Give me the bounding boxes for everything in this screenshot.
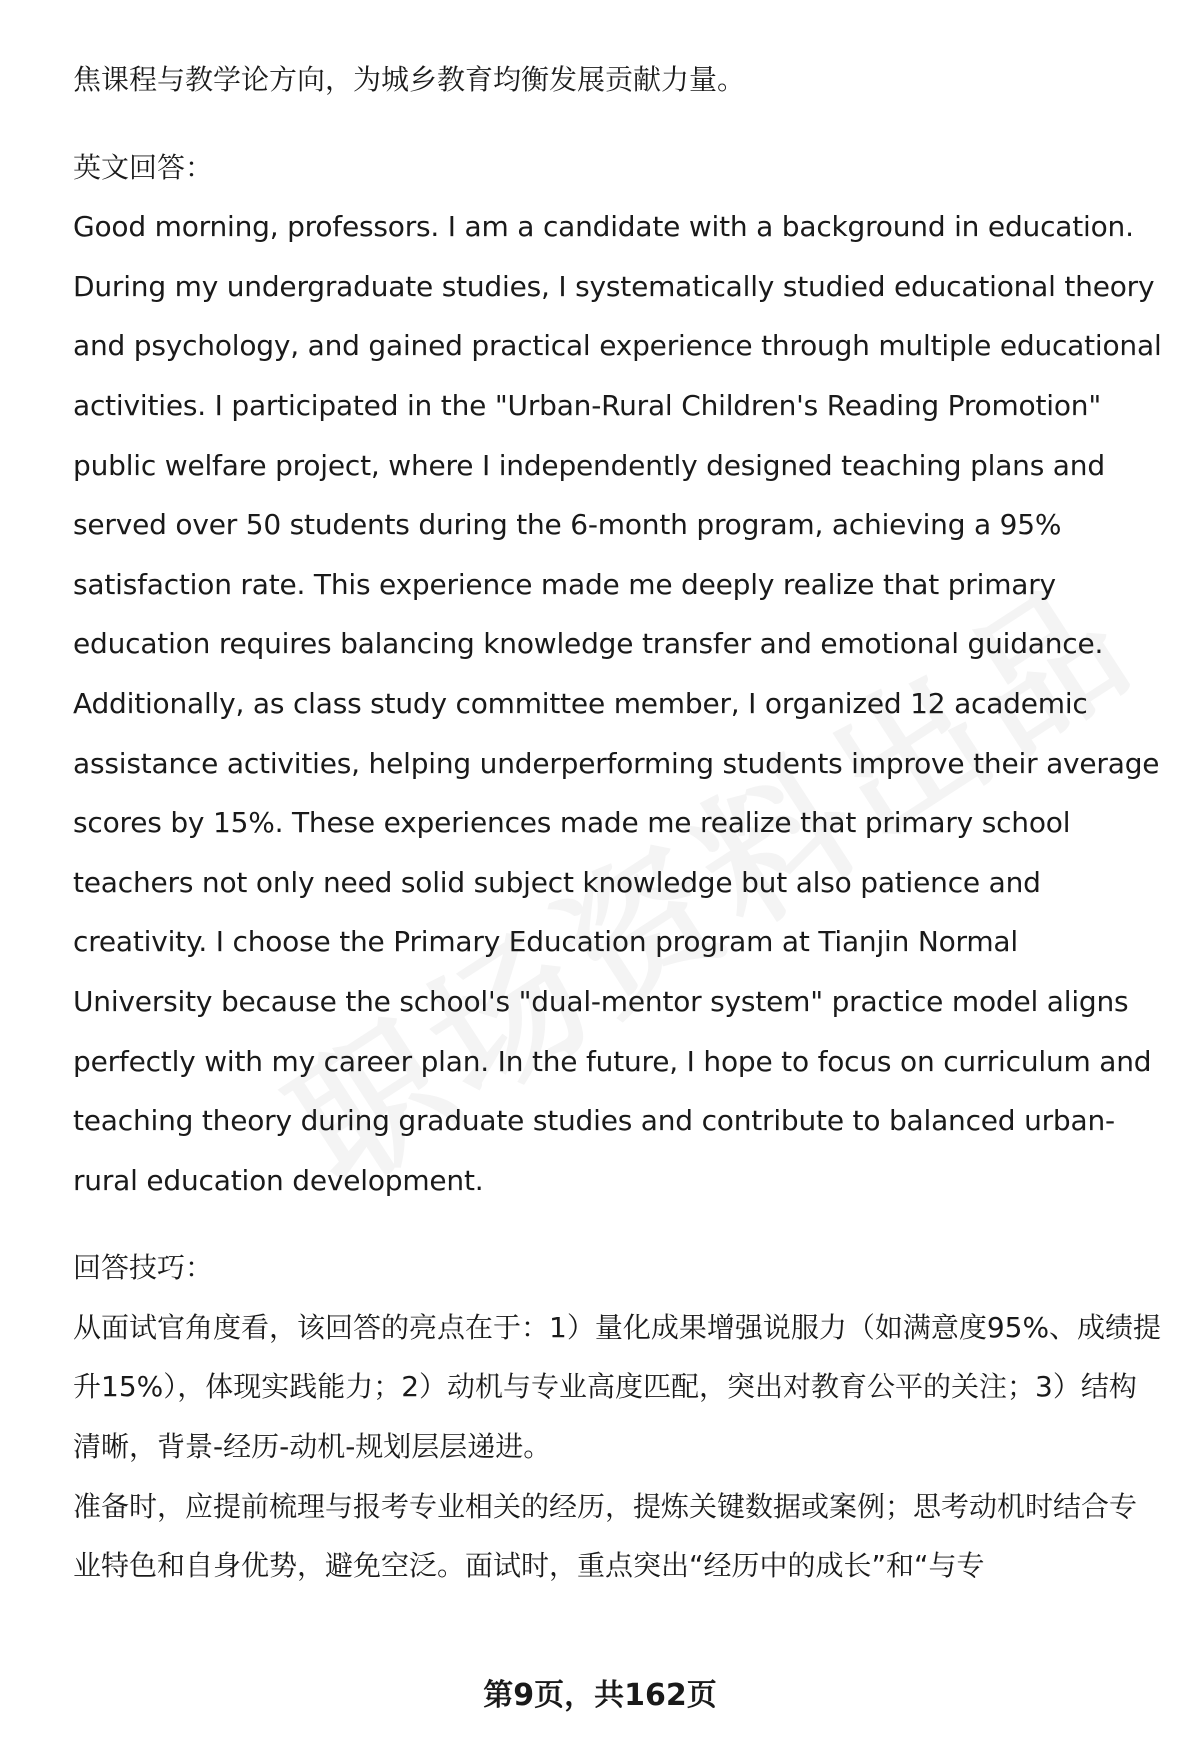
page-number: 第9页，共162页 bbox=[483, 1678, 717, 1713]
top-line: 焦课程与教学论方向，为城乡教育均衡发展贡献力量。 bbox=[73, 63, 746, 96]
page-content bbox=[73, 50, 1163, 1596]
spacer bbox=[73, 110, 1163, 138]
tips-paragraph-1: 从面试官角度看，该回答的亮点在于：1）量化成果增强说服力（如满意度95%、成绩提升15%），体现实践能力；2）动机与专业高度匹配，突出对教育公平的关注；3）结构清晰，背景-经历-动机-规划层层递进。 bbox=[73, 1310, 1162, 1464]
spacer bbox=[73, 1210, 1163, 1238]
tips-heading: 回答技巧： bbox=[73, 1251, 214, 1285]
english-answer-paragraph: Good morning, professors. I am a candidate with a background in education. During my undergraduate studies, I systematically studied educational theory and psychology, and gained practical experience through multiple educational activities. I participated in the "Urban-Rural Children's Reading Promotion" public welfare project, where I independently designed teaching plans and served over 50 students during the 6-month program, achieving a 95% satisfaction rate. This experience made me deeply realize that primary education requires balancing knowledge transfer and emotional guidance. Additionally, as class study committee member, I organized 12 academic assistance activities, helping underperforming students improve their average scores by 15%. These experiences made me realize that primary school teachers not only need solid subject knowledge but also patience and creativity. I choose the Primary Education program at Tianjin Normal University because the school's "dual-mentor system" practice model aligns perfectly with my career plan. In the future, I hope to focus on curriculum and teaching theory during graduate studies and contribute to balanced urban-rural education development. bbox=[73, 210, 1162, 1197]
tips-paragraph-2: 准备时，应提前梳理与报考专业相关的经历，提炼关键数据或案例；思考动机时结合专业特色和自身优势，避免空泛。面试时，重点突出“经历中的成长”和“与专 bbox=[73, 1489, 1138, 1583]
english-answer-heading: 英文回答： bbox=[73, 150, 214, 184]
